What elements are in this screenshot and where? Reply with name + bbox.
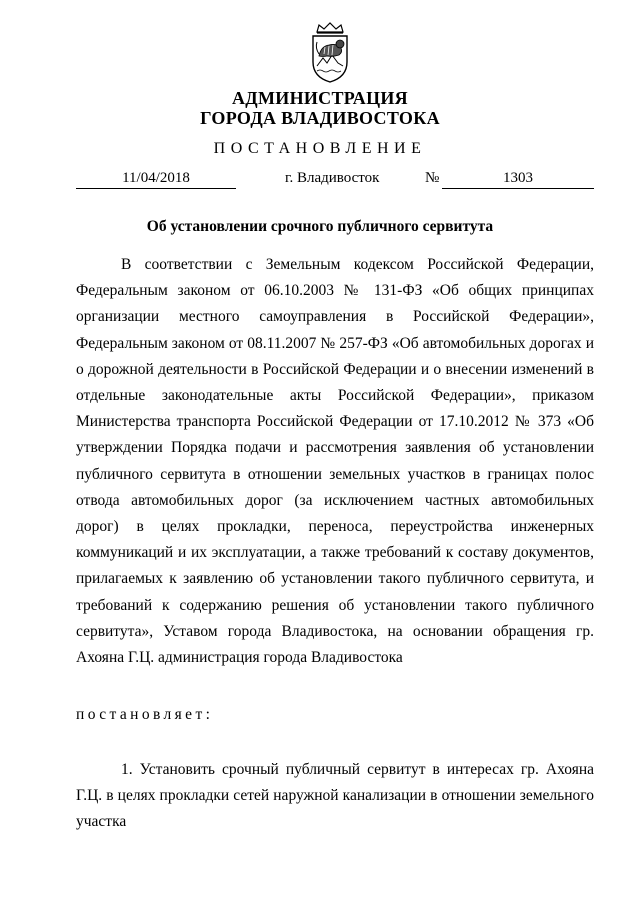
document-type: ПОСТАНОВЛЕНИЕ bbox=[213, 140, 427, 157]
preamble-paragraph: В соответствии с Земельным кодексом Российской Федерации, Федеральным законом от 06.10.2003 № 131-ФЗ «Об общих принципах организации местного самоуправления в Российской Федерации», Федеральным законом от 08.11.2007 № 257-ФЗ «Об автомобильных дорогах и о дорожной деятельности в Российской Федерации и о внесении изменений в отдельные законодательные акты Российской Федерации», приказом Министерства транспорта Российской Федерации от 17.10.2012 № 373 «Об утверждении Порядка подачи и рассмотрения заявления об установлении публичного сервитута в отношении земельных участков в границах полос отвода автомобильных дорог (за исключением частных автомобильных дорог) в целях прокладки, переноса, переустройства инженерных коммуникаций и их эксплуатации, а также требований к составу документов, прилагаемых к заявлению об установлении такого публичного сервитута, и требований к содержанию решения об установлении такого публичного сервитута», Уставом города Владивостока, на основании обращения гр. Ахояна Г.Ц. администрация города Владивостока bbox=[76, 256, 594, 667]
org-name-line1: АДМИНИСТРАЦИЯ bbox=[232, 88, 408, 108]
number-sign: № bbox=[425, 170, 440, 186]
document-subject: Об установлении срочного публичного сервитута bbox=[146, 218, 494, 235]
resolves-heading: постановляет: bbox=[76, 706, 214, 723]
org-name-line2: ГОРОДА ВЛАДИВОСТОКА bbox=[200, 108, 440, 128]
document-number: 1303 bbox=[442, 170, 594, 189]
document-date: 11/04/2018 bbox=[76, 170, 236, 189]
document-city: г. Владивосток bbox=[285, 170, 380, 186]
clause-1-paragraph: 1. Установить срочный публичный сервитут в интересах гр. Ахояна Г.Ц. в целях прокладки сетей наружной канализации в отношении земельного участка bbox=[76, 761, 594, 831]
coat-of-arms-icon bbox=[305, 22, 355, 84]
